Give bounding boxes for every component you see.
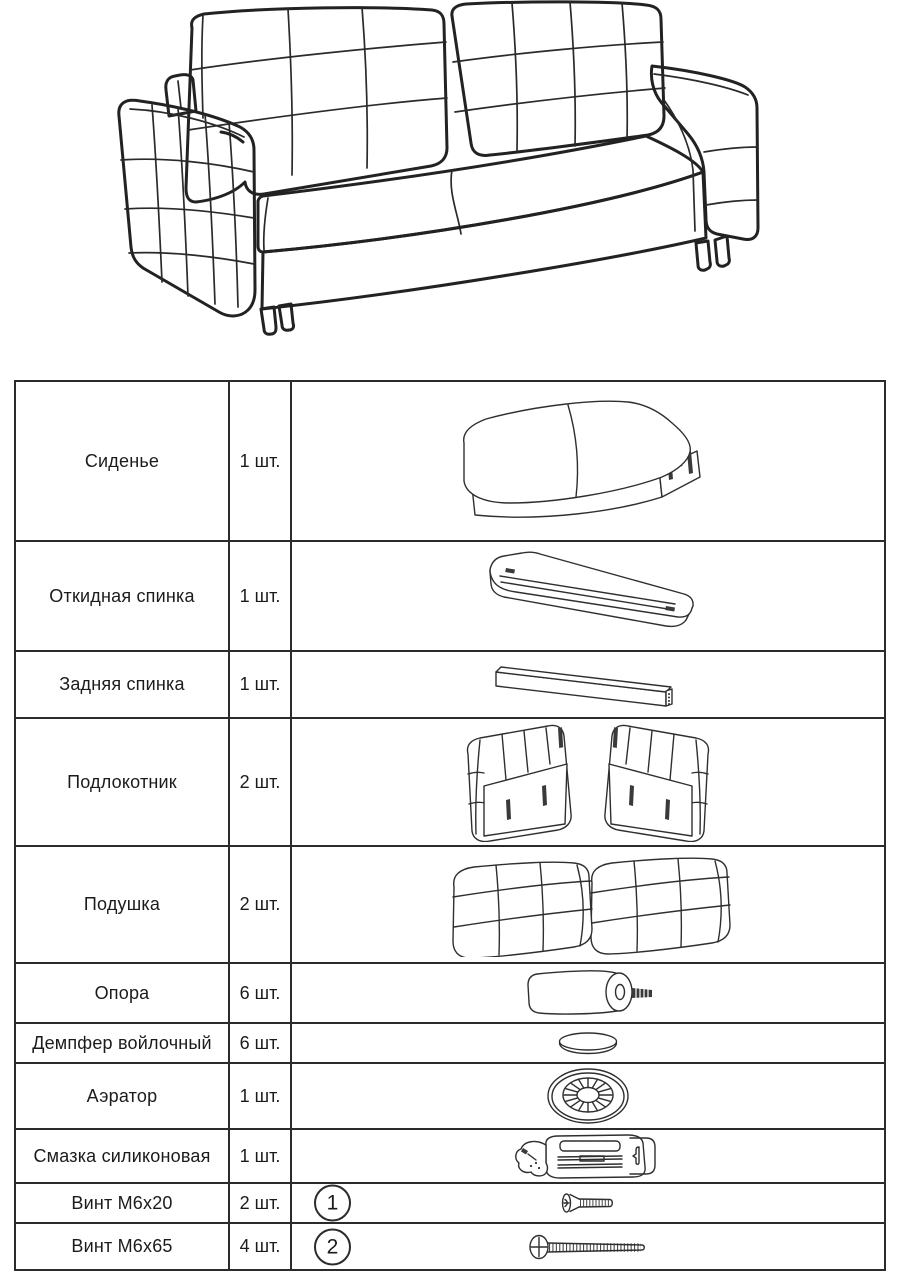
table-row-armrest [15,718,885,846]
item-number-badge: 1 [314,1185,351,1222]
part-image-cell [291,1129,885,1183]
part-name: Винт М6х65 [15,1223,229,1270]
table-row-screw-m6x65 [15,1223,885,1270]
cushions-drawing [444,853,732,957]
table-row-leg [15,963,885,1023]
parts-table [14,380,886,1271]
table-row-folding-backrest [15,541,885,651]
part-image-cell [291,718,885,846]
part-image-cell [291,963,885,1023]
part-qty: 1 шт. [229,651,291,718]
part-name: Опора [15,963,229,1023]
seat-drawing [448,397,728,525]
part-qty: 6 шт. [229,963,291,1023]
part-name: Демпфер войлочный [15,1023,229,1063]
table-row-felt-damper [15,1023,885,1063]
part-qty: 4 шт. [229,1223,291,1270]
part-qty: 1 шт. [229,1129,291,1183]
part-qty: 1 шт. [229,541,291,651]
sofa-drawing [100,0,790,356]
part-qty: 2 шт. [229,1183,291,1223]
screw-m6x65-drawing [526,1233,650,1261]
felt-damper-drawing [556,1031,620,1055]
part-image-cell [291,1063,885,1129]
sofa-illustration [100,0,790,356]
table-row-screw-m6x20 [15,1183,885,1223]
part-name: Аэратор [15,1063,229,1129]
table-row-seat [15,381,885,541]
part-name: Подушка [15,846,229,963]
part-qty: 1 шт. [229,1063,291,1129]
part-image-cell [291,381,885,541]
part-name: Винт М6х20 [15,1183,229,1223]
folding-backrest-drawing [470,546,706,646]
part-qty: 2 шт. [229,718,291,846]
silicone-grease-drawing [512,1132,664,1180]
table-row-cushion [15,846,885,963]
part-name: Смазка силиконовая [15,1129,229,1183]
part-qty: 6 шт. [229,1023,291,1063]
part-image-cell [291,1023,885,1063]
item-number-badge: 2 [314,1228,351,1265]
part-image-cell [291,541,885,651]
part-qty: 2 шт. [229,846,291,963]
table-row-aerator [15,1063,885,1129]
part-qty: 1 шт. [229,381,291,541]
part-name: Сиденье [15,381,229,541]
part-image-cell [291,846,885,963]
aerator-drawing [545,1066,631,1126]
table-row-silicone-grease [15,1129,885,1183]
part-image-cell [291,651,885,718]
armrest-drawing [454,722,722,842]
part-name: Задняя спинка [15,651,229,718]
part-image-cell [291,1223,885,1270]
part-image-cell [291,1183,885,1223]
part-name: Откидная спинка [15,541,229,651]
screw-m6x20-drawing [560,1192,616,1214]
rear-back-panel-drawing [488,658,688,712]
table-row-rear-back [15,651,885,718]
part-name: Подлокотник [15,718,229,846]
leg-drawing [519,967,657,1019]
